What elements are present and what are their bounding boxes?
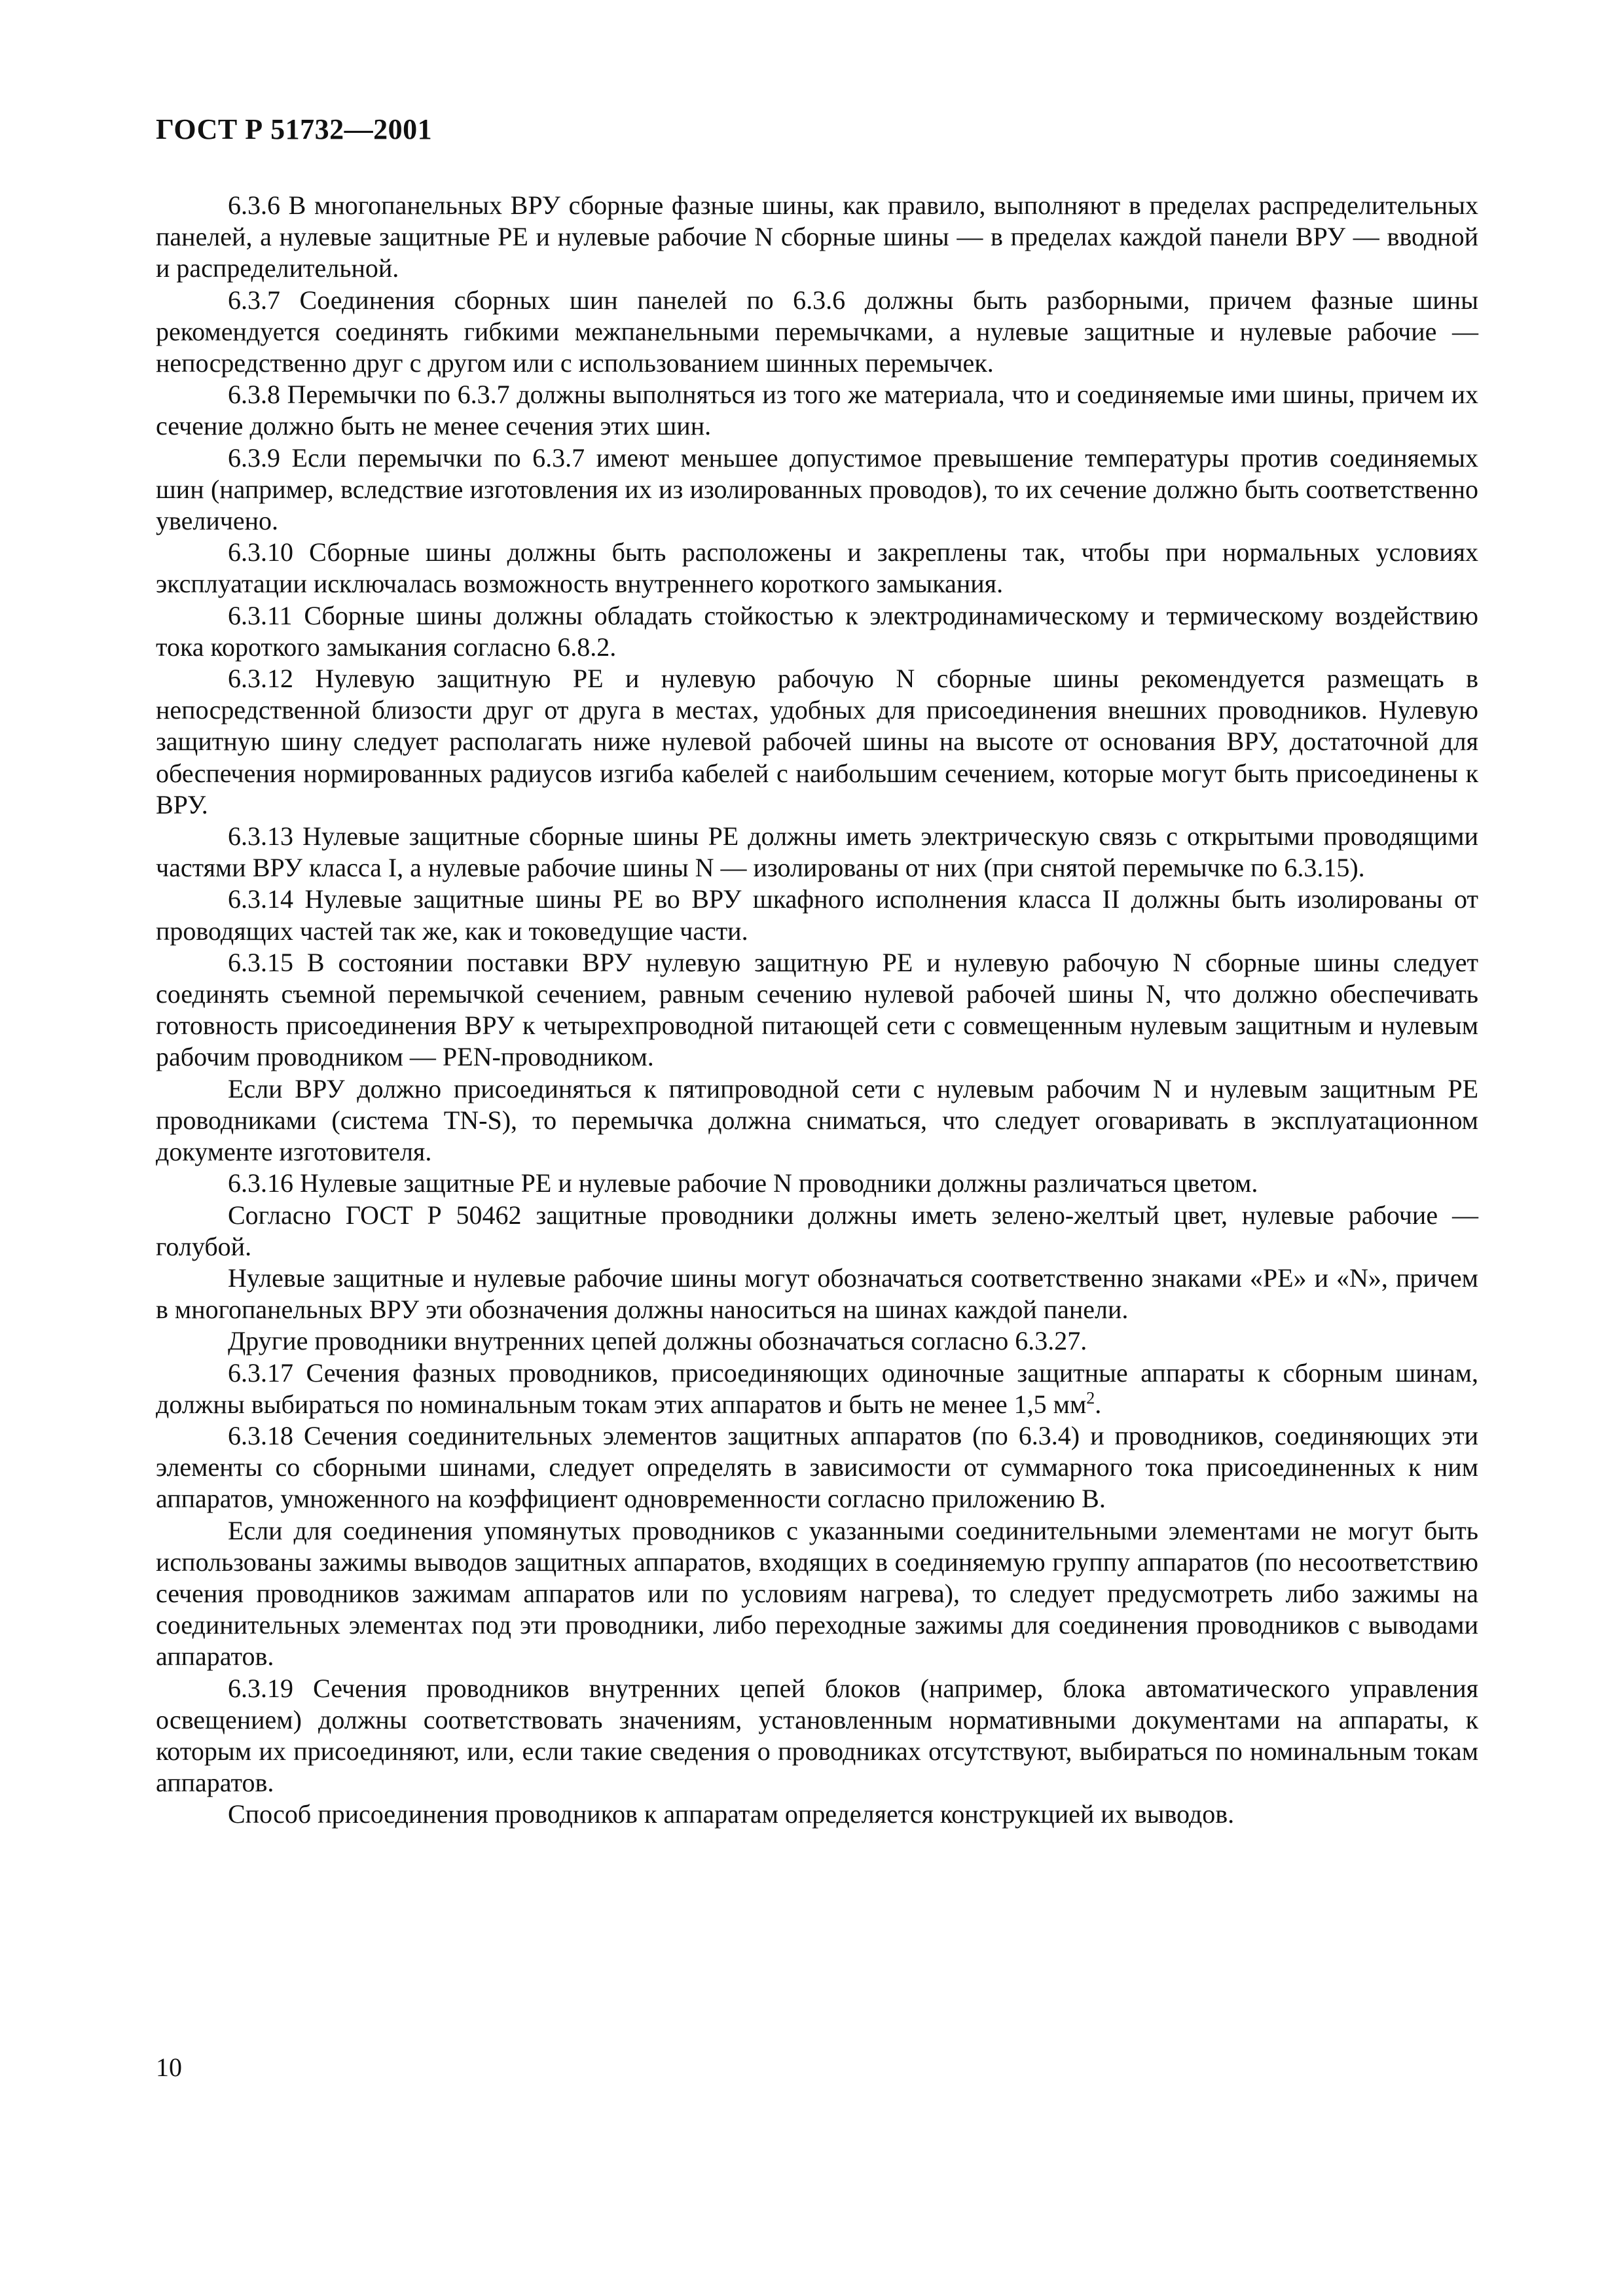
paragraph-6-3-17-text: 6.3.17 Сечения фазных проводников, присоединяющих одиночные защитные аппараты к сборным шинам, должны выбираться по номинальным токам этих аппаратов и быть не менее 1,5 мм: [156, 1357, 1478, 1419]
superscript-squared: 2: [1086, 1388, 1095, 1408]
page-number: 10: [156, 2053, 182, 2082]
paragraph-6-3-10: 6.3.10 Сборные шины должны быть расположены и закреплены так, чтобы при нормальных условиях эксплуатации исключалась возможность внутреннего короткого замыкания.: [156, 537, 1478, 599]
paragraph-6-3-16-colors: Согласно ГОСТ Р 50462 защитные проводники должны иметь зелено-желтый цвет, нулевые рабочие — голубой.: [156, 1200, 1478, 1261]
paragraph-6-3-8: 6.3.8 Перемычки по 6.3.7 должны выполняться из того же материала, что и соединяемые ими шины, причем их сечение должно быть не менее сечения этих шин.: [156, 380, 1478, 441]
paragraph-6-3-17: [156, 1357, 1478, 1420]
paragraph-6-3-18-continued: Если для соединения упомянутых проводников с указанными соединительными элементами не могут быть использованы зажимы выводов защитных аппаратов, входящих в соединяемую группу аппаратов (по несоответствию сечения проводников зажимам аппаратов или по условиям нагрева), то следует предусмотреть либо зажимы на соединительных элементах под эти проводники, либо переходные зажимы для соединения проводников с выводами аппаратов.: [156, 1515, 1478, 1672]
document-header: ГОСТ Р 51732—2001: [156, 113, 433, 145]
paragraph-6-3-16: 6.3.16 Нулевые защитные PE и нулевые рабочие N проводники должны различаться цветом.: [228, 1168, 1258, 1198]
paragraph-6-3-19: 6.3.19 Сечения проводников внутренних цепей блоков (например, блока автоматического управления освещением) должны соответствовать значениям, установленным нормативными документами на аппараты, к которым их присоединяют, или, если такие сведения о проводниках отсутствуют, выбираться по номинальным токам аппаратов.: [156, 1673, 1478, 1798]
paragraph-6-3-16-markings: Нулевые защитные и нулевые рабочие шины могут обозначаться соответственно знаками «PE» и «N», причем в многопанельных ВРУ эти обозначения должны наноситься на шинах каждой панели.: [156, 1263, 1478, 1325]
paragraph-6-3-11: 6.3.11 Сборные шины должны обладать стойкостью к электродинамическому и термическому воздействию тока короткого замыкания согласно 6.8.2.: [156, 600, 1478, 662]
paragraph-6-3-15: 6.3.15 В состоянии поставки ВРУ нулевую защитную PE и нулевую рабочую N сборные шины следует соединять съемной перемычкой сечением, равным сечению нулевой рабочей шины N, что должно обеспечивать готовность присоединения ВРУ к четырехпроводной питающей сети с совмещенным нулевым защитным и нулевым рабочим проводником — PEN-проводником.: [156, 947, 1478, 1072]
paragraph-6-3-18: 6.3.18 Сечения соединительных элементов защитных аппаратов (по 6.3.4) и проводников, соединяющих эти элементы со сборными шинами, следует определять в зависимости от суммарного тока присоединенных к ним аппаратов, умноженного на коэффициент одновременности согласно приложению В.: [156, 1420, 1478, 1514]
paragraph-6-3-13: 6.3.13 Нулевые защитные сборные шины PE должны иметь электрическую связь с открытыми проводящими частями ВРУ класса I, а нулевые рабочие шины N — изолированы от них (при снятой перемычке по 6.3.15).: [156, 821, 1478, 883]
paragraph-6-3-19-continued: Способ присоединения проводников к аппаратам определяется конструкцией их выводов.: [228, 1799, 1235, 1829]
paragraph-6-3-17-tail: .: [1095, 1389, 1102, 1419]
paragraph-6-3-7: 6.3.7 Соединения сборных шин панелей по 6.3.6 должны быть разборными, причем фазные шины рекомендуется соединять гибкими межпанельными перемычками, а нулевые защитные и нулевые рабочие — непосредственно друг с другом или с использованием шинных перемычек.: [156, 285, 1478, 378]
paragraph-6-3-14: 6.3.14 Нулевые защитные шины PE во ВРУ шкафного исполнения класса II должны быть изолированы от проводящих частей так же, как и токоведущие части.: [156, 884, 1478, 946]
document-body: [156, 190, 1478, 1831]
paragraph-6-3-12: 6.3.12 Нулевую защитную PE и нулевую рабочую N сборные шины рекомендуется размещать в непосредственной близости друг от друга в местах, удобных для присоединения внешних проводников. Нулевую защитную шину следует располагать ниже нулевой рабочей шины на высоте от основания ВРУ, достаточной для обеспечения нормированных радиусов изгиба кабелей с наибольшим сечением, которые могут быть присоединены к ВРУ.: [156, 664, 1478, 819]
paragraph-6-3-16-other: Другие проводники внутренних цепей должны обозначаться согласно 6.3.27.: [228, 1326, 1087, 1356]
paragraph-6-3-6: 6.3.6 В многопанельных ВРУ сборные фазные шины, как правило, выполняют в пределах распределительных панелей, а нулевые защитные PE и нулевые рабочие N сборные шины — в пределах каждой панели ВРУ — вводной и распределительной.: [156, 190, 1478, 283]
paragraph-6-3-15-continued: Если ВРУ должно присоединяться к пятипроводной сети с нулевым рабочим N и нулевым защитным PE проводниками (система TN-S), то перемычка должна сниматься, что следует оговаривать в эксплуатационном документе изготовителя.: [156, 1073, 1479, 1167]
paragraph-6-3-9: 6.3.9 Если перемычки по 6.3.7 имеют меньшее допустимое превышение температуры против соединяемых шин (например, вследствие изготовления их из изолированных проводов), то их сечение должно быть соответственно увеличено.: [156, 442, 1478, 536]
